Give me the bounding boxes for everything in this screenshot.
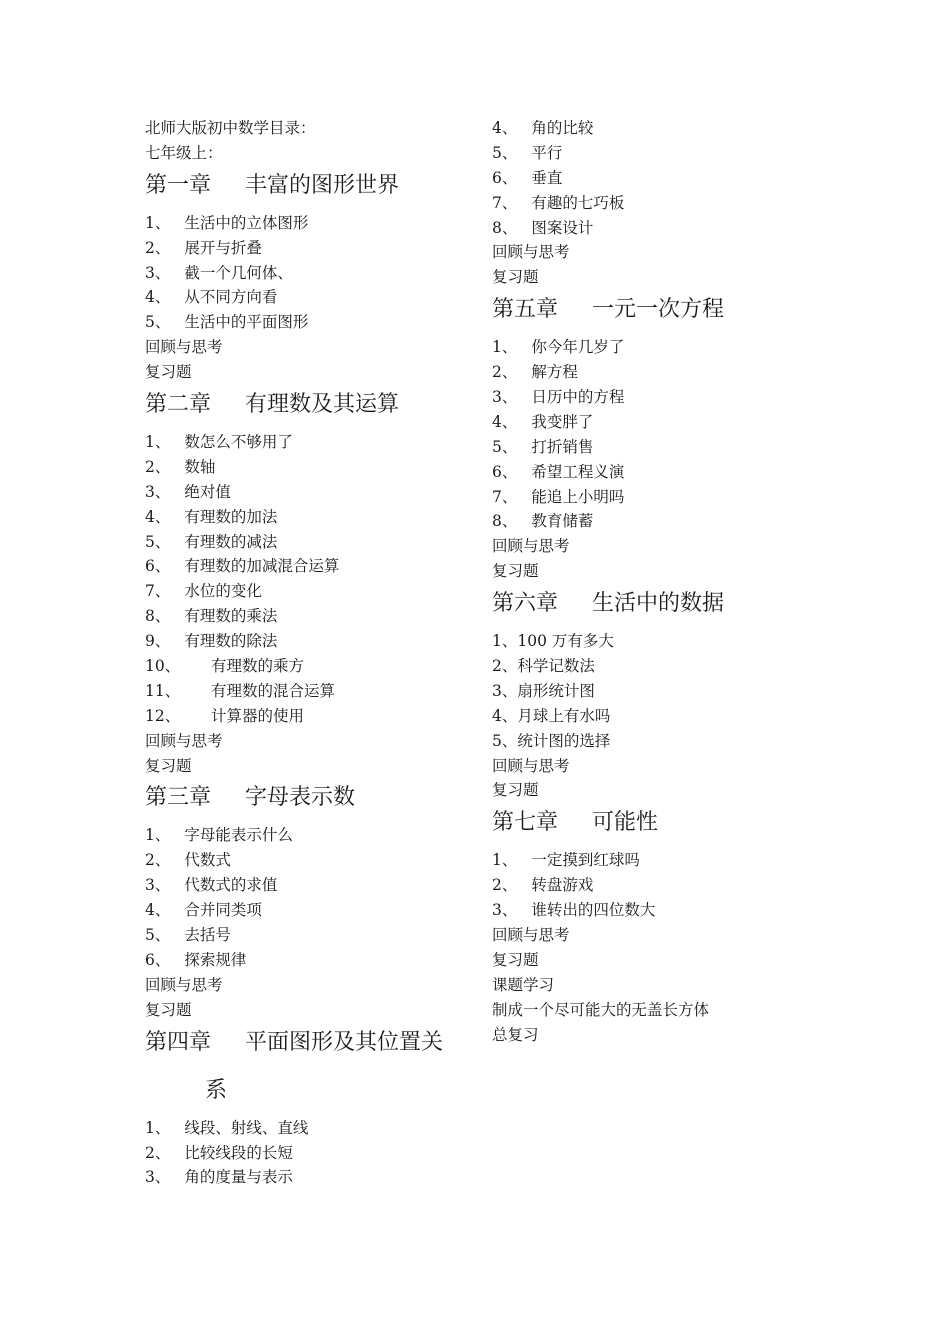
section-item [145,823,475,848]
text-line: 回顾与思考 [492,537,570,556]
section-title: 有理数的混合运算 [211,681,336,700]
section-number: 1、 [145,826,171,845]
section-number: 7、 [492,487,518,506]
chapter-title: 有理数及其运算 [245,392,400,418]
section-number: 5、 [145,926,171,945]
section-title: 数轴 [184,457,216,476]
text-line: 回顾与思考 [145,975,223,994]
text-line: 复习题 [492,781,539,800]
section-item [145,873,475,898]
text-line: 复习题 [145,756,192,775]
chapter-title: 生活中的数据 [592,591,725,617]
section-number: 1、 [145,433,171,452]
section-number: 2、 [492,657,518,676]
section-item [145,530,475,555]
section-number: 8、 [492,218,518,237]
section-title: 代数式 [184,851,231,870]
section-title: 绝对值 [184,482,231,501]
section-title: 月球上有水吗 [517,706,611,725]
chapter-heading [145,1023,475,1116]
section-title: 角的度量与表示 [184,1168,293,1187]
section-title: 能追上小明吗 [531,487,625,506]
text-line: 复习题 [145,1000,192,1019]
section-title: 日历中的方程 [531,388,625,407]
section-number: 3、 [145,1168,171,1187]
section-number: 4、 [145,901,171,920]
section-title: 垂直 [531,168,563,187]
section-title: 截一个几何体、 [184,263,293,282]
chapter-heading [145,778,475,823]
section-item [492,116,792,141]
section-item [145,1165,475,1190]
section-title: 转盘游戏 [531,876,594,895]
section-item [492,485,792,510]
section-title: 100 万有多大 [517,632,614,651]
section-number: 3、 [145,876,171,895]
section-title: 平行 [531,143,563,162]
chapter-title: 平面图形及其位置关 [245,1029,444,1055]
section-title: 有理数的减法 [184,532,278,551]
section-item [145,430,475,455]
section-number: 1、 [145,213,171,232]
section-item [145,236,475,261]
chapter-number: 第五章 [492,297,559,323]
section-number: 5、 [145,313,171,332]
chapter-heading [492,803,792,848]
chapter-title: 丰富的图形世界 [245,172,400,198]
section-item [145,923,475,948]
section-number: 2、 [492,876,518,895]
section-number: 4、 [145,507,171,526]
chapter-heading [492,290,792,335]
section-item [145,604,475,629]
section-number: 4、 [492,412,518,431]
section-item [492,873,792,898]
section-item [145,285,475,310]
section-title: 展开与折叠 [184,238,262,257]
section-item [492,410,792,435]
section-title: 合并同类项 [184,901,262,920]
section-title: 有理数的加减混合运算 [184,557,340,576]
section-number: 6、 [145,557,171,576]
section-item [492,335,792,360]
section-item [145,654,475,679]
chapter-number: 第四章 [145,1029,212,1055]
section-title: 打折销售 [531,437,594,456]
section-item [145,579,475,604]
section-title: 教育储蓄 [531,512,594,531]
text-line: 复习题 [145,363,192,382]
section-title: 我变胖了 [531,412,594,431]
section-title: 代数式的求值 [184,876,278,895]
section-item [492,898,792,923]
section-number: 3、 [492,681,518,700]
chapter-number: 第七章 [492,810,559,836]
section-number: 4、 [492,119,518,137]
text-line: 回顾与思考 [492,243,570,262]
section-number: 1、 [492,851,518,870]
chapter-heading [145,166,475,211]
text-line: 回顾与思考 [492,926,570,945]
section-title: 有理数的加法 [184,507,278,526]
text-line: 复习题 [492,562,539,581]
section-item [492,729,792,754]
section-number: 4、 [492,706,518,725]
section-title: 一定摸到红球吗 [531,851,640,870]
chapter-title: 可能性 [592,810,659,836]
chapter-number: 第一章 [145,172,212,198]
chapter-number: 第二章 [145,392,212,418]
section-number: 3、 [492,388,518,407]
section-title: 比较线段的长短 [184,1143,293,1162]
section-title: 生活中的立体图形 [184,213,309,232]
section-title: 探索规律 [184,950,247,969]
section-item [492,216,792,241]
text-line: 七年级上： [145,143,223,162]
section-title: 字母能表示什么 [184,826,293,845]
section-number: 4、 [145,288,171,307]
section-number: 6、 [492,462,518,481]
chapter-number: 第六章 [492,591,559,617]
toc-left-column [145,116,475,1190]
section-number: 3、 [145,482,171,501]
section-item [145,310,475,335]
section-number: 5、 [145,532,171,551]
section-title: 有理数的乘方 [211,657,305,676]
section-title: 科学记数法 [517,657,595,676]
section-item [145,1116,475,1141]
chapter-title: 字母表示数 [245,785,356,811]
section-title: 统计图的选择 [517,731,611,750]
section-number: 5、 [492,731,518,750]
section-title: 线段、射线、直线 [184,1118,309,1137]
section-number: 12、 [145,706,181,725]
section-title: 希望工程义演 [531,462,625,481]
section-item [145,629,475,654]
section-item [492,166,792,191]
section-number: 2、 [145,238,171,257]
section-number: 2、 [145,457,171,476]
text-line: 复习题 [492,950,539,969]
section-number: 2、 [492,363,518,382]
section-number: 6、 [145,950,171,969]
section-title: 有理数的乘法 [184,607,278,626]
section-number: 1、 [492,632,518,651]
section-item [492,679,792,704]
section-title: 数怎么不够用了 [184,433,293,452]
section-item [145,261,475,286]
section-number: 3、 [492,901,518,920]
section-title: 水位的变化 [184,582,262,601]
toc-right-column [492,116,792,1048]
section-item [492,509,792,534]
section-number: 2、 [145,851,171,870]
section-item [492,385,792,410]
section-item [145,898,475,923]
section-item [492,141,792,166]
section-title: 有趣的七巧板 [531,193,625,212]
section-item [145,211,475,236]
section-item [492,629,792,654]
section-item [145,948,475,973]
section-number: 7、 [492,193,518,212]
section-item [492,848,792,873]
section-item [145,1141,475,1166]
section-number: 8、 [145,607,171,626]
section-number: 3、 [145,263,171,282]
section-item [492,460,792,485]
chapter-title: 一元一次方程 [592,297,725,323]
chapter-heading [492,584,792,629]
section-item [492,654,792,679]
section-number: 2、 [145,1143,171,1162]
text-line: 制成一个尽可能大的无盖长方体 [492,1000,710,1019]
text-line: 回顾与思考 [145,338,223,357]
section-number: 7、 [145,582,171,601]
section-title: 去括号 [184,926,231,945]
section-title: 谁转出的四位数大 [531,901,656,920]
section-item [145,679,475,704]
text-line: 回顾与思考 [492,756,570,775]
text-line: 复习题 [492,268,539,287]
section-number: 9、 [145,632,171,651]
section-title: 图案设计 [531,218,594,237]
section-title: 角的比较 [531,119,594,137]
section-number: 1、 [492,338,518,357]
text-line: 课题学习 [492,975,555,994]
section-item [145,505,475,530]
section-number: 8、 [492,512,518,531]
section-title: 生活中的平面图形 [184,313,309,332]
section-number: 6、 [492,168,518,187]
section-number: 11、 [145,681,181,700]
section-title: 从不同方向看 [184,288,278,307]
text-line: 总复习 [492,1025,539,1044]
section-title: 计算器的使用 [211,706,305,725]
section-item [492,191,792,216]
section-item [145,704,475,729]
section-item [145,480,475,505]
section-number: 1、 [145,1118,171,1137]
section-number: 5、 [492,143,518,162]
section-item [145,455,475,480]
text-line: 北师大版初中数学目录： [145,119,316,137]
section-item [492,435,792,460]
section-item [492,704,792,729]
chapter-title-continuation: 系 [205,1077,228,1103]
section-title: 扇形统计图 [517,681,595,700]
section-title: 有理数的除法 [184,632,278,651]
section-number: 5、 [492,437,518,456]
section-item [492,360,792,385]
section-title: 解方程 [531,363,578,382]
section-title: 你今年几岁了 [531,338,625,357]
text-line: 回顾与思考 [145,731,223,750]
section-item [145,848,475,873]
chapter-number: 第三章 [145,785,212,811]
section-number: 10、 [145,657,181,676]
section-item [145,554,475,579]
chapter-heading [145,385,475,430]
